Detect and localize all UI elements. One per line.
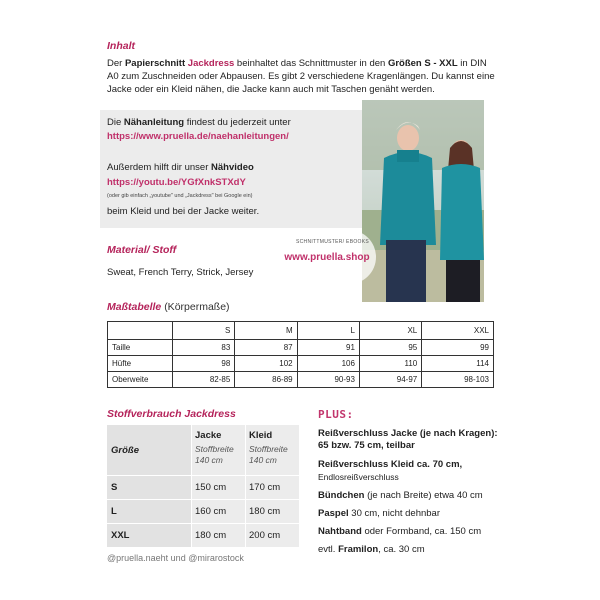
jacke-cell: 180 cm (195, 530, 227, 541)
jacke-cell: 150 cm (195, 482, 227, 493)
stamp-main-text: www.pruella.shop (284, 252, 370, 263)
material-text: Sweat, French Terry, Strick, Jersey (107, 267, 254, 278)
masstabelle-corner (108, 322, 173, 340)
list-item: Reißverschluss Jacke (je nach Kragen): 65 bzw. 75 cm, teilbar (318, 428, 498, 451)
table-cell: 98 (173, 356, 235, 372)
plus-list (318, 428, 498, 562)
row-label: Taille (108, 340, 173, 356)
inhalt-heading: Inhalt (107, 40, 135, 52)
kleid-title: Kleid (249, 430, 273, 441)
groesse-label: Größe (111, 445, 139, 456)
divider (245, 425, 246, 547)
kleid-cell: 180 cm (249, 506, 281, 517)
table-cell: 90-93 (297, 372, 359, 388)
table-cell: 91 (297, 340, 359, 356)
table-row (108, 372, 494, 388)
product-photo (362, 100, 484, 302)
table-row (108, 340, 494, 356)
masstabelle-heading: Maßtabelle (Körpermaße) (107, 301, 230, 313)
size-header: M (235, 322, 297, 340)
table-cell: 99 (422, 340, 494, 356)
table-row (108, 356, 494, 372)
anleitung-line3: beim Kleid und bei der Jacke weiter. (107, 206, 260, 217)
stoffverbrauch-box (107, 425, 299, 547)
list-item: Nahtband oder Formband, ca. 150 cm (318, 526, 482, 537)
jacke-cell: 160 cm (195, 506, 227, 517)
masstabelle-table (107, 321, 494, 388)
footer-handles: @pruella.naeht und @mirarostock (107, 553, 244, 563)
table-cell: 94-97 (359, 372, 421, 388)
size-header: XXL (422, 322, 494, 340)
list-item: Paspel 30 cm, nicht dehnbar (318, 508, 440, 519)
size-header: S (173, 322, 235, 340)
kleid-cell: 170 cm (249, 482, 281, 493)
table-cell: 87 (235, 340, 297, 356)
table-cell: 110 (359, 356, 421, 372)
stamp-top-text: SCHNITTMUSTER/ EBOOKS (296, 239, 369, 245)
anleitung-line2: Außerdem hilft dir unser Nähvideo (107, 162, 254, 173)
table-cell: 86-89 (235, 372, 297, 388)
list-item: Bündchen (je nach Breite) etwa 40 cm (318, 490, 483, 501)
size-cell: L (111, 506, 117, 517)
jacke-title: Jacke (195, 430, 222, 441)
size-cell: XXL (111, 530, 130, 541)
table-cell: 114 (422, 356, 494, 372)
kleid-sub: Stoffbreite 140 cm (249, 444, 288, 465)
kleid-cell: 200 cm (249, 530, 281, 541)
table-cell: 82-85 (173, 372, 235, 388)
size-cell: S (111, 482, 118, 493)
size-header: L (297, 322, 359, 340)
row-label: Oberweite (108, 372, 173, 388)
jacke-sub: Stoffbreite 140 cm (195, 444, 234, 465)
table-cell: 98-103 (422, 372, 494, 388)
anleitung-line1: Die Nähanleitung findest du jederzeit unter (107, 117, 291, 128)
divider (107, 475, 299, 476)
stoffverbrauch-heading: Stoffverbrauch Jackdress (107, 408, 236, 420)
table-cell: 83 (173, 340, 235, 356)
anleitung-note: (oder gib einfach „youtube" und „Jackdress" bei Google ein) (107, 193, 253, 199)
list-item: evtl. Framilon, ca. 30 cm (318, 544, 425, 555)
plus-heading: PLUS: (318, 408, 354, 421)
shop-stamp (278, 230, 376, 284)
divider (191, 425, 192, 547)
inhalt-paragraph: Der Papierschnitt Jackdress beinhaltet das Schnittmuster in den Größen S - XXL in DIN A0 zum Zuschneiden oder Abpausen. Es gibt 2 verschiedene Kragenlängen. Du kannst eine Jacke oder ein Kleid nähen, die Jacke kann auch mit Taschen genäht werden. (107, 58, 495, 95)
table-cell: 95 (359, 340, 421, 356)
list-item: Reißverschluss Kleid ca. 70 cm, Endlosreißverschluss (318, 459, 463, 482)
material-heading: Material/ Stoff (107, 244, 177, 256)
table-cell: 102 (235, 356, 297, 372)
divider (107, 523, 299, 524)
table-cell: 106 (297, 356, 359, 372)
divider (107, 499, 299, 500)
row-label: Hüfte (108, 356, 173, 372)
naehvideo-link[interactable]: https://youtu.be/YGfXnkSTXdY (107, 177, 246, 188)
size-column-bg (107, 425, 191, 547)
naehanleitung-link[interactable]: https://www.pruella.de/naehanleitungen/ (107, 131, 289, 142)
size-header: XL (359, 322, 421, 340)
